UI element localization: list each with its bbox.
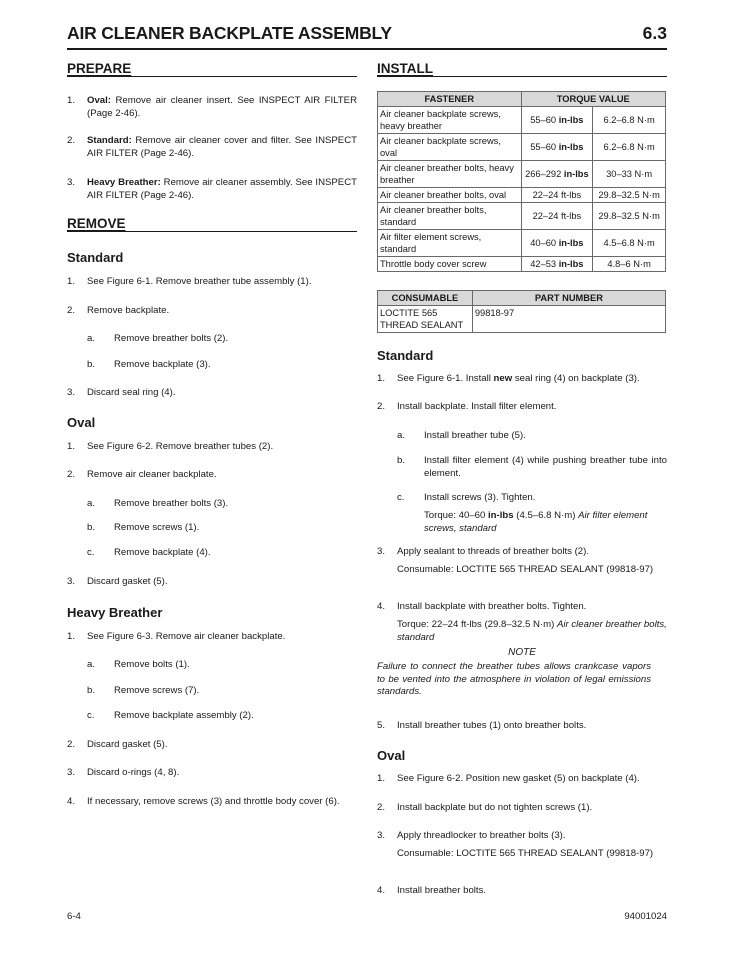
torque-imperial-cell: 40–60 in-lbs (521, 230, 593, 257)
torque-imperial-cell: 55–60 in-lbs (521, 134, 593, 161)
consumable-table-header (378, 291, 666, 306)
col-header-part-number: PART NUMBER (472, 291, 665, 306)
consumable-table (377, 290, 666, 333)
table-row (378, 107, 666, 134)
torque-metric-cell: 29.8–32.5 N·m (593, 188, 666, 203)
remove-heavy-title: Heavy Breather (67, 605, 163, 620)
install-standard-torque-2c: Torque: 40–60 in-lbs (4.5–6.8 N·m) Air filter element screws, standard (424, 510, 648, 534)
torque-metric-cell: 4.8–6 N·m (593, 257, 666, 272)
consumable-part: 99818-97 (472, 306, 665, 333)
fastener-cell: Air cleaner breather bolts, heavy breather (378, 161, 522, 188)
doc-number: 94001024 (624, 911, 667, 922)
install-oval-consumable-3: Consumable: LOCTITE 565 THREAD SEALANT (99818-97) (397, 848, 654, 859)
torque-table-header (378, 92, 666, 107)
fastener-cell: Throttle body cover screw (378, 257, 522, 272)
consumable-name: LOCTITE 565 THREAD SEALANT (378, 306, 473, 333)
torque-metric-cell: 6.2–6.8 N·m (593, 107, 666, 134)
fastener-cell: Air cleaner breather bolts, oval (378, 188, 522, 203)
table-row (378, 203, 666, 230)
torque-imperial-cell: 42–53 in-lbs (521, 257, 593, 272)
remove-oval-title: Oval (67, 415, 96, 430)
col-header-consumable: CONSUMABLE (378, 291, 473, 306)
note-heading: NOTE (508, 647, 536, 658)
section-number: 6.3 (642, 23, 667, 43)
table-row (378, 161, 666, 188)
torque-imperial-cell: 22–24 ft-lbs (521, 203, 593, 230)
torque-metric-cell: 4.5–6.8 N·m (593, 230, 666, 257)
remove-standard-title: Standard (67, 250, 124, 265)
install-standard-consumable-3: Consumable: LOCTITE 565 THREAD SEALANT (99818-97) (397, 564, 654, 575)
remove-heading: REMOVE (67, 216, 126, 231)
prepare-heading: PREPARE (67, 61, 132, 76)
page-title: AIR CLEANER BACKPLATE ASSEMBLY (67, 23, 392, 43)
table-row (378, 188, 666, 203)
page-number: 6-4 (67, 911, 81, 922)
fastener-cell: Air cleaner backplate screws, oval (378, 134, 522, 161)
table-row (378, 230, 666, 257)
header-rule (67, 48, 667, 50)
col-header-fastener: FASTENER (378, 92, 522, 107)
torque-imperial-cell: 55–60 in-lbs (521, 107, 593, 134)
col-header-torque: TORQUE VALUE (521, 92, 666, 107)
fastener-cell: Air cleaner breather bolts, standard (378, 203, 522, 230)
install-standard-title: Standard (377, 348, 434, 363)
torque-metric-cell: 29.8–32.5 N·m (593, 203, 666, 230)
remove-rule (67, 231, 357, 232)
torque-table (377, 91, 666, 272)
table-row (378, 257, 666, 272)
torque-metric-cell: 30–33 N·m (593, 161, 666, 188)
install-rule (377, 76, 667, 77)
prepare-rule (67, 76, 357, 77)
fastener-cell: Air filter element screws, standard (378, 230, 522, 257)
fastener-cell: Air cleaner backplate screws, heavy breather (378, 107, 522, 134)
note-body: Failure to connect the breather tubes allows crankcase vapors to be vented into the atmosphere in violation of legal emissions standards. (377, 661, 651, 697)
torque-metric-cell: 6.2–6.8 N·m (593, 134, 666, 161)
torque-imperial-cell: 22–24 ft-lbs (521, 188, 593, 203)
table-row (378, 134, 666, 161)
install-standard-torque-4: Torque: 22–24 ft-lbs (29.8–32.5 N·m) Air cleaner breather bolts, standard (397, 619, 667, 643)
install-oval-title: Oval (377, 748, 406, 763)
install-heading: INSTALL (377, 61, 433, 76)
torque-imperial-cell: 266–292 in-lbs (521, 161, 593, 188)
table-row (378, 306, 666, 333)
